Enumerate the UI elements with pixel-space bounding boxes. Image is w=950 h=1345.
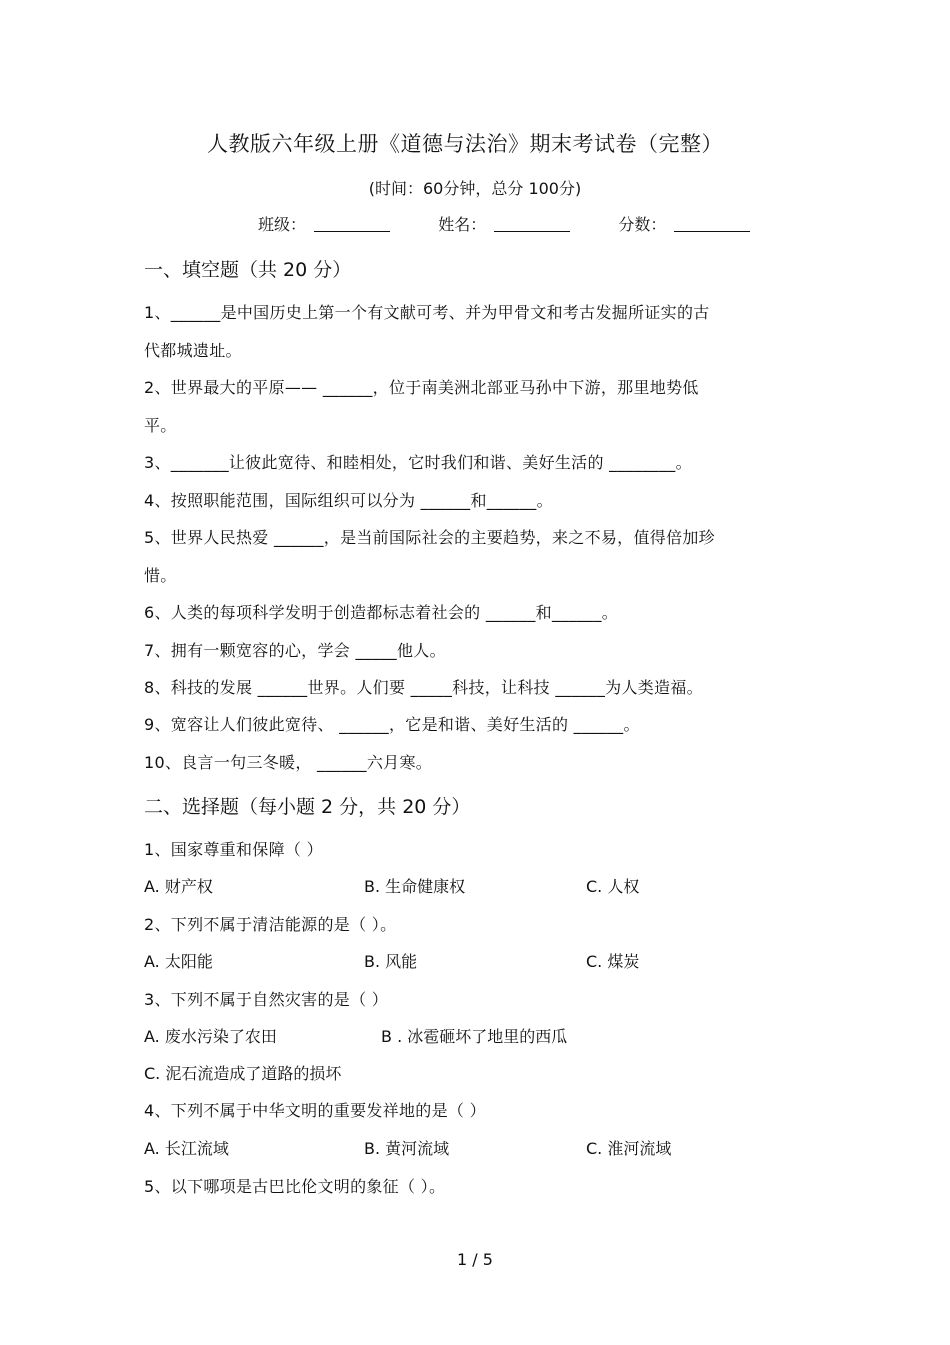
question-line: 平。 (144, 416, 177, 435)
question-line: 4、按照职能范围，国际组织可以分为 ______和______。 (144, 491, 553, 510)
section-fill-in-heading: 一、填空题（共 20 分） (144, 259, 352, 281)
score-label: 分数： (618, 215, 667, 234)
question-line: 3、_______让彼此宽待、和睦相处，它时我们和谐、美好生活的 ________。 (144, 453, 692, 472)
question-line: 9、宽容让人们彼此宽待、 ______，它是和谐、美好生活的 ______。 (144, 715, 640, 734)
name-label: 姓名： (438, 215, 487, 234)
option-b: B . 冰雹砸坏了地里的西瓜 (381, 1027, 568, 1046)
question-line: 1、______是中国历史上第一个有文献可考、并为甲骨文和考古发掘所证实的古 (144, 303, 710, 322)
option-a: A. 长江流域 (144, 1139, 229, 1158)
option-a: A. 太阳能 (144, 952, 213, 971)
class-label: 班级： (258, 215, 307, 234)
question-4: 4、下列不属于中华文明的重要发祥地的是（ ） (144, 1101, 486, 1120)
option-a: A. 废水污染了农田 (144, 1027, 277, 1046)
question-line: 2、世界最大的平原—— ______，位于南美洲北部亚马孙中下游，那里地势低 (144, 378, 699, 397)
question-line: 代都城遗址。 (144, 341, 242, 360)
option-a: A. 财产权 (144, 877, 213, 896)
question-2: 2、下列不属于清洁能源的是（ ）。 (144, 915, 397, 934)
student-info-fields (258, 212, 750, 235)
section-choice-heading: 二、选择题（每小题 2 分，共 20 分） (144, 796, 471, 818)
question-line: 6、人类的每项科学发明于创造都标志着社会的 ______和______。 (144, 603, 619, 622)
question-line: 10、良言一句三冬暖， ______六月寒。 (144, 753, 433, 772)
question-3: 3、下列不属于自然灾害的是（ ） (144, 990, 389, 1009)
question-line: 5、世界人民热爱 ______，是当前国际社会的主要趋势，来之不易，值得倍加珍 (144, 528, 715, 547)
option-b: B. 生命健康权 (364, 877, 466, 896)
question-line: 惜。 (144, 566, 177, 585)
question-5: 5、以下哪项是古巴比伦文明的象征（ ）。 (144, 1177, 446, 1196)
exam-time-score: (时间：60分钟，总分 100分) (368, 179, 582, 198)
option-c: C. 人权 (586, 877, 640, 896)
question-1: 1、国家尊重和保障（ ） (144, 840, 323, 859)
name-blank (494, 215, 570, 232)
question-line: 8、科技的发展 ______世界。人们要 _____科技，让科技 ______为人类造福。 (144, 678, 703, 697)
page-title: 人教版六年级上册《道德与法治》期末考试卷（完整） (207, 132, 723, 156)
class-blank (314, 215, 390, 232)
page-number: 1 / 5 (457, 1250, 493, 1269)
option-b: B. 黄河流域 (364, 1139, 450, 1158)
option-c: C. 泥石流造成了道路的损坏 (144, 1064, 342, 1083)
option-c: C. 煤炭 (586, 952, 640, 971)
option-c: C. 淮河流域 (586, 1139, 672, 1158)
score-blank (674, 215, 750, 232)
option-b: B. 风能 (364, 952, 418, 971)
question-line: 7、拥有一颗宽容的心，学会 _____他人。 (144, 641, 446, 660)
